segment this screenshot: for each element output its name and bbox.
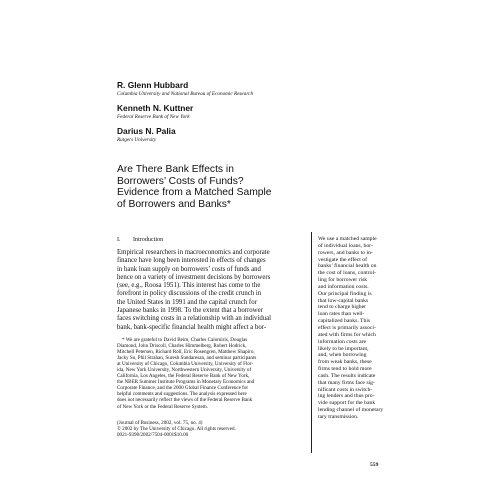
- title-line: Are There Bank Effects in: [117, 164, 234, 175]
- footnote-line: the NBER Summer Institute Programs in Monetary Economics and: [117, 379, 255, 386]
- body-line: Japanese banks in 1998. To the extent that a borrower: [117, 307, 263, 315]
- citation-line: © 2002 by The University of Chicago. All rights reserved.: [117, 426, 236, 433]
- footnote-line: at University of Chicago, Columbia University, University of Flor-: [117, 361, 254, 368]
- abstract-line: nificant costs in switch-: [318, 386, 373, 393]
- abstract-line: vestigate the effect of: [318, 256, 368, 263]
- abstract-line: Our principal finding is: [318, 290, 372, 297]
- footnote-line: * We are grateful to David Beim, Charles Calomiris, Douglas: [122, 337, 248, 343]
- abstract-line: ling for borrower risk: [318, 277, 368, 284]
- section-number: I.: [117, 237, 121, 243]
- footnote-line: California, Los Angeles, the Federal Reserve Bank of New York,: [117, 373, 250, 380]
- abstract-line: effect is primarily associ-: [318, 324, 376, 331]
- body-line: the United States in 1991 and the capital crunch for: [117, 298, 257, 306]
- abstract-line: that low-capital banks: [318, 297, 369, 304]
- abstract-line: from weak banks, these: [318, 359, 372, 366]
- title-line: Evidence from a Matched Sample: [117, 187, 272, 199]
- abstract-line: and information costs.: [318, 283, 369, 290]
- body-line: Empirical researchers in macroeconomics and corporate: [117, 249, 270, 256]
- abstract-sidebar: [318, 236, 383, 421]
- abstract-line: ated with firms for which: [318, 331, 376, 338]
- section-heading: Introduction: [133, 237, 164, 243]
- body-line: finance have long been interested in effects of changes: [117, 257, 266, 265]
- author-name-3: Darius N. Palia: [117, 126, 176, 136]
- page-number: 559: [370, 462, 379, 468]
- paper-title: [117, 164, 272, 210]
- body-line: faces switching costs in a relationship with an individual: [117, 315, 272, 323]
- acknowledgment-footnote: [117, 337, 256, 410]
- abstract-line: ing lenders and thus pro-: [318, 393, 375, 400]
- intro-paragraph: [117, 249, 271, 332]
- abstract-line: loan rates than well-: [318, 311, 365, 318]
- abstract-line: rowers, and banks to in-: [318, 249, 373, 256]
- author-affiliation-3: Rutgers University: [117, 137, 157, 143]
- author-name-2: Kenneth N. Kuttner: [117, 103, 194, 113]
- body-line: forefront in policy discussions of the credit crunch in: [117, 290, 262, 298]
- author-affiliation-2: Federal Reserve Bank of New York: [117, 114, 190, 120]
- citation-line: (Journal of Business, 2002, vol. 75, no. 4): [117, 420, 203, 426]
- body-line: bank, bank-specific financial health might affect a bor-: [117, 323, 267, 331]
- footnote-line: Diamond, John Driscoll, Charles Himmelberg, Robert Hodrick,: [117, 343, 247, 350]
- body-line: in bank loan supply on borrowers’ costs of funds and: [117, 265, 261, 273]
- footnote-line: Mitchell Petersen, Richard Roll, Eric Rosengren, Matthew Shapiro,: [117, 349, 255, 356]
- author-name-1: R. Glenn Hubbard: [117, 80, 189, 90]
- abstract-line: that many firms face sig-: [318, 379, 375, 386]
- abstract-line: the cost of loans, control-: [318, 270, 376, 277]
- author-affiliation-1: Columbia University and National Bureau of Economic Research: [117, 91, 254, 97]
- abstract-line: firms tend to hold more: [318, 366, 372, 373]
- abstract-line: and, when borrowing: [318, 352, 367, 359]
- abstract-line: tary transmission.: [318, 413, 359, 420]
- footnote-line: Corporate Finance, and the 2000 Global Finance Conference for: [117, 385, 249, 392]
- title-line: of Borrowers and Banks*: [117, 198, 231, 210]
- footnote-line: does not necessarily reflect the views of the Federal Reserve Bank: [117, 397, 253, 404]
- abstract-line: likely to be important,: [318, 345, 369, 352]
- abstract-line: information costs are: [318, 338, 367, 345]
- journal-citation: [117, 420, 236, 438]
- body-line: (see, e.g., Roosa 1951). This interest has come to the: [117, 282, 261, 290]
- abstract-line: banks’ financial health on: [318, 263, 377, 270]
- abstract-line: vide support for the bank: [318, 400, 376, 407]
- footnote-line: helpful comments and suggestions. The analysis expressed here: [117, 391, 247, 398]
- column-divider: [311, 232, 312, 453]
- abstract-line: tend to charge higher: [318, 304, 367, 311]
- body-line: hence on a variety of investment decisions by borrowers: [117, 273, 271, 281]
- footnote-line: Jacky So, Phil Strahan, Suresh Sundaresan, and seminar participants: [117, 355, 257, 362]
- abstract-line: capitalized banks. This: [318, 318, 371, 325]
- abstract-line: lending channel of monetary: [318, 407, 384, 414]
- abstract-line: cash. The results indicate: [318, 372, 376, 379]
- footnote-line: ida, New York University, Northwestern University, University of: [117, 367, 252, 374]
- title-line: Borrowers’ Costs of Funds?: [117, 175, 244, 187]
- footnote-line: of New York or the Federal Reserve System.: [117, 403, 208, 410]
- citation-line: 0021-9398/2002/7504-0001$10.00: [117, 432, 189, 439]
- abstract-line: We use a matched sample: [318, 236, 377, 242]
- abstract-line: of individual loans, bor-: [318, 242, 373, 249]
